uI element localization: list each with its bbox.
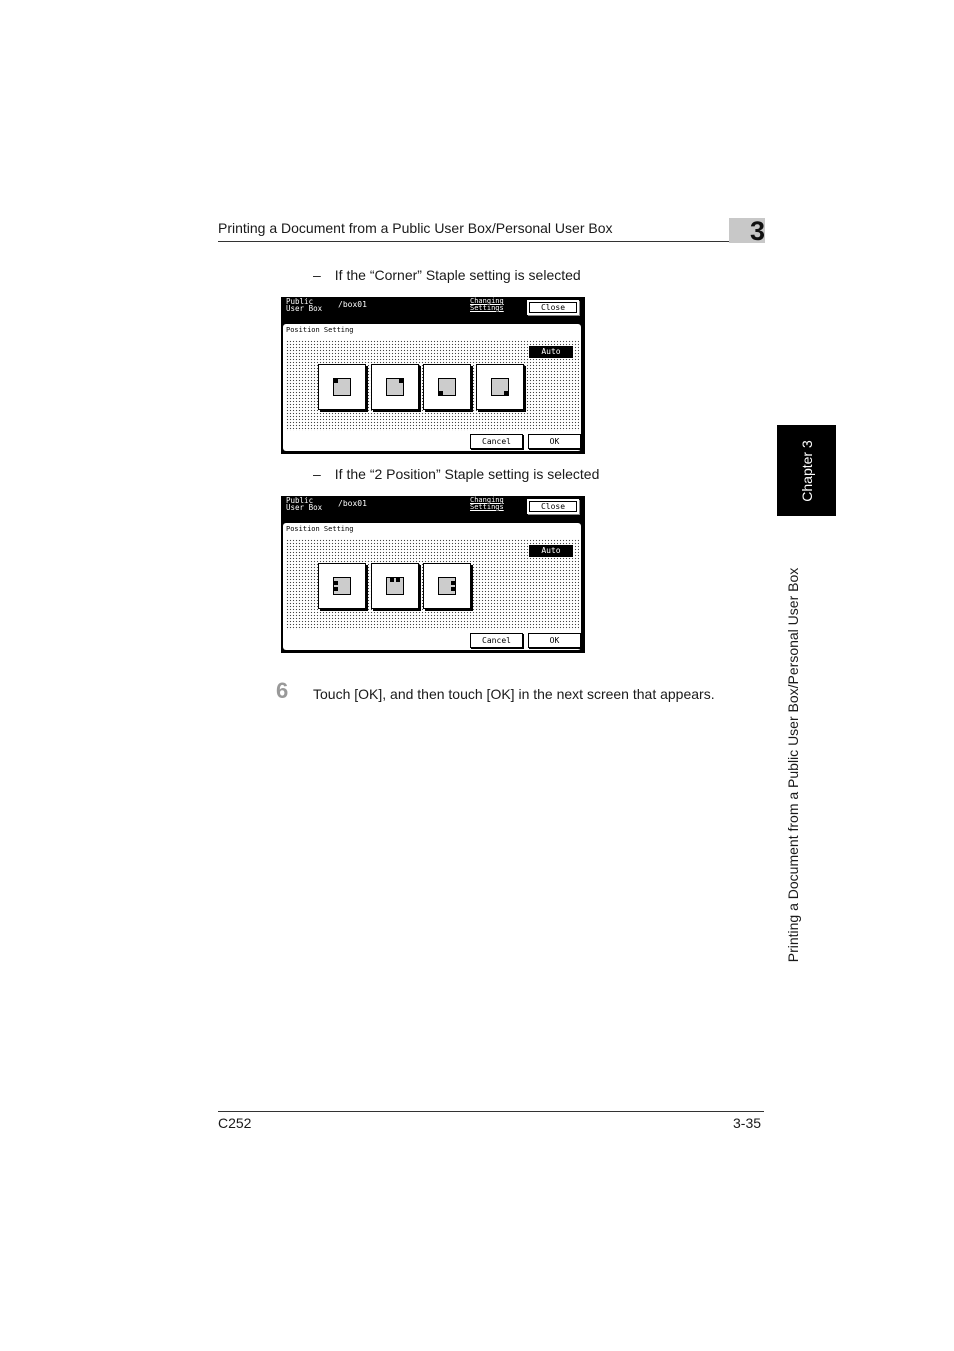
panel-label: Position Setting xyxy=(286,525,354,533)
footer-divider xyxy=(218,1111,764,1112)
document-icon xyxy=(333,378,351,396)
staple-icon xyxy=(504,391,508,395)
cancel-button[interactable]: Cancel xyxy=(470,434,523,449)
position-button-left[interactable] xyxy=(318,563,366,609)
document-icon xyxy=(438,378,456,396)
screen-path: /box01 xyxy=(338,300,367,309)
staple-icon xyxy=(334,581,338,585)
auto-button[interactable]: Auto xyxy=(529,545,573,557)
screenshot-corner xyxy=(281,297,585,454)
step-text: Touch [OK], and then touch [OK] in the next screen that appears. xyxy=(313,686,715,702)
document-icon xyxy=(333,577,351,595)
position-button-bottom-right[interactable] xyxy=(476,364,524,410)
ok-button[interactable]: OK xyxy=(528,633,581,648)
document-icon xyxy=(386,378,404,396)
screen-title: Public User Box xyxy=(286,496,323,512)
chapter-number-box xyxy=(729,216,765,246)
position-button-bottom-left[interactable] xyxy=(423,364,471,410)
chapter-side-tab xyxy=(777,425,836,516)
staple-icon xyxy=(390,578,394,582)
screen-title: Public User Box xyxy=(286,297,323,313)
ok-button[interactable]: OK xyxy=(528,434,581,449)
document-icon xyxy=(438,577,456,595)
side-chapter-label: Chapter 3 xyxy=(798,439,815,502)
close-button[interactable]: Close xyxy=(527,300,579,315)
caption-dash: – xyxy=(313,466,321,482)
caption-corner-text: If the “Corner” Staple setting is selected xyxy=(334,267,581,283)
caption-corner xyxy=(313,267,581,283)
caption-dash: – xyxy=(313,267,321,283)
footer-page-number: 3-35 xyxy=(733,1115,762,1131)
screen-mode: Changing Settings xyxy=(470,297,504,312)
position-panel xyxy=(283,523,581,650)
caption-two-position xyxy=(313,466,599,482)
step-number: 6 xyxy=(276,678,289,703)
document-icon xyxy=(386,577,404,595)
caption-two-position-text: If the “2 Position” Staple setting is selected xyxy=(334,466,600,482)
staple-icon xyxy=(451,587,455,591)
staple-icon xyxy=(396,578,400,582)
screen-path: /box01 xyxy=(338,499,367,508)
position-button-top[interactable] xyxy=(371,563,419,609)
position-panel xyxy=(283,324,581,451)
staple-icon xyxy=(334,379,338,383)
cancel-button[interactable]: Cancel xyxy=(470,633,523,648)
position-button-top-right[interactable] xyxy=(371,364,419,410)
side-section-title: Printing a Document from a Public User Box/Personal User Box xyxy=(785,567,801,963)
screenshot-two-position xyxy=(281,496,585,653)
staple-icon xyxy=(439,391,443,395)
position-button-right[interactable] xyxy=(423,563,471,609)
footer-model: C252 xyxy=(218,1115,252,1131)
panel-label: Position Setting xyxy=(286,326,354,334)
chapter-number: 3 xyxy=(749,216,765,246)
position-button-top-left[interactable] xyxy=(318,364,366,410)
screen-mode: Changing Settings xyxy=(470,496,504,511)
staple-icon xyxy=(399,379,403,383)
auto-button[interactable]: Auto xyxy=(529,346,573,358)
document-icon xyxy=(491,378,509,396)
header-divider xyxy=(218,241,764,242)
close-button[interactable]: Close xyxy=(527,499,579,514)
staple-icon xyxy=(451,581,455,585)
staple-icon xyxy=(334,587,338,591)
page-header-title: Printing a Document from a Public User Box/Personal User Box xyxy=(218,220,613,236)
